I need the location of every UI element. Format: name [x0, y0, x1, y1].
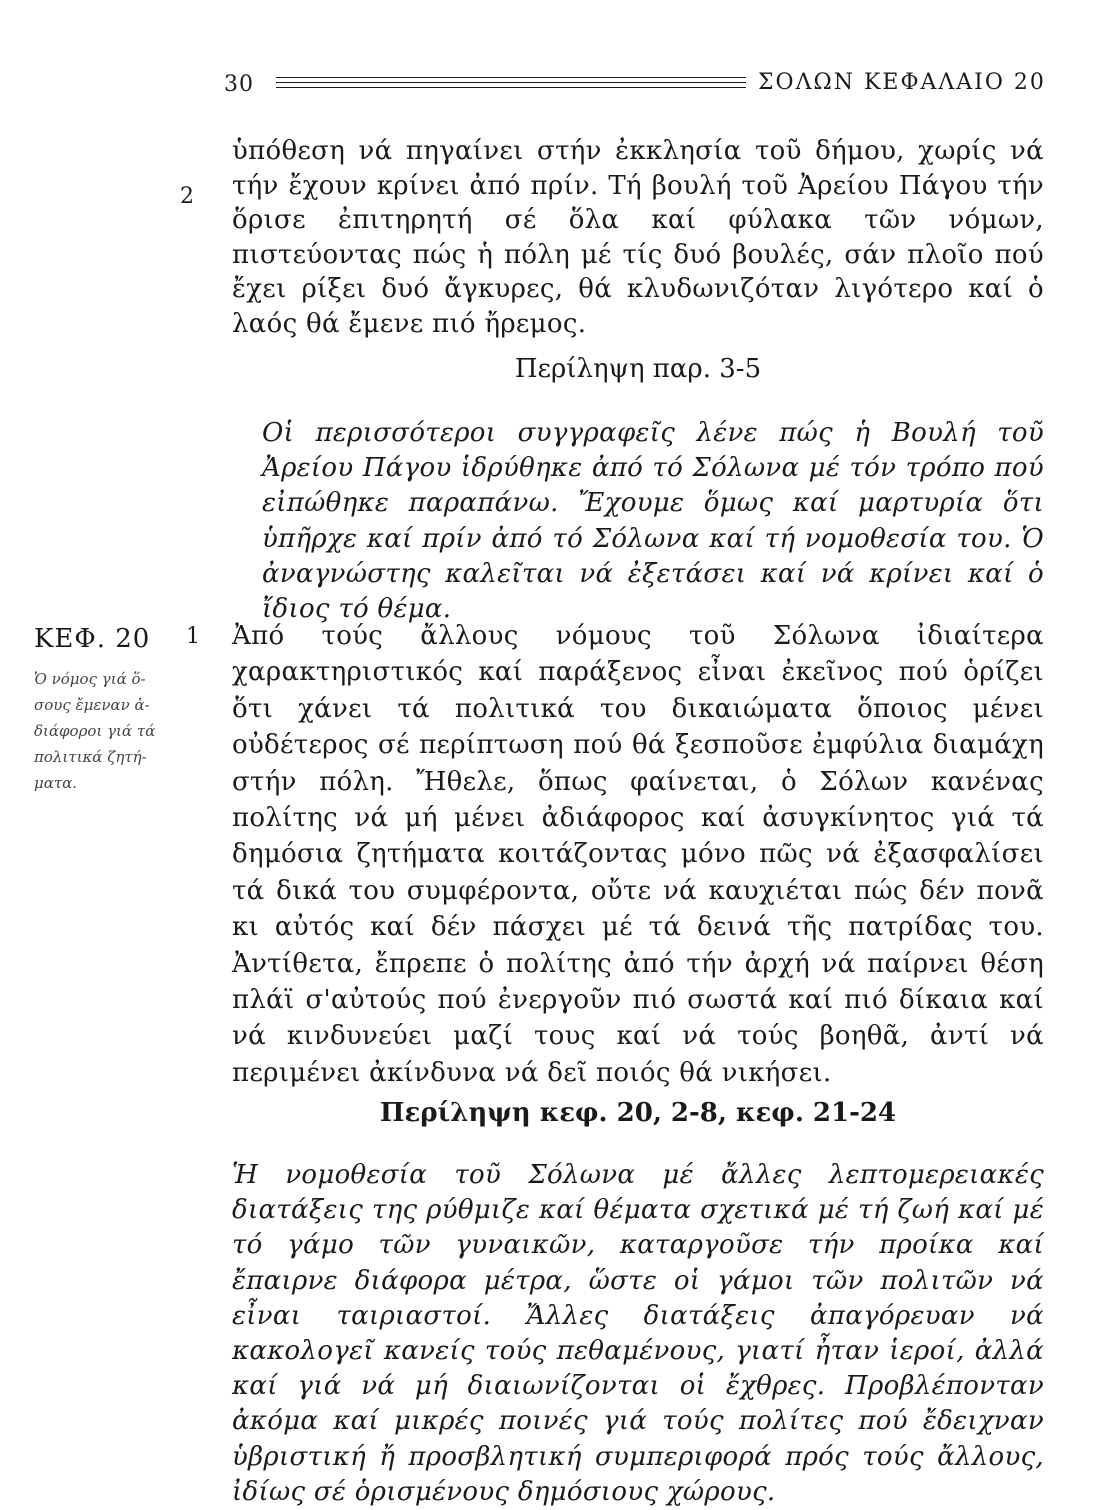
page-header [224, 66, 1046, 100]
chapter-margin-note: Ὁ νόμος γιά ὅ-σους ἔμεναν ἀ-διάφοροι γιά τά πολιτικά ζητή-ματα. [34, 670, 156, 792]
running-title: ΣΟΛΩΝ ΚΕΦΑΛΑΙΟ 20 [758, 70, 1046, 95]
header-rule [276, 77, 746, 78]
body-paragraph-1: ὑπόθεση νά πηγαίνει στήν ἐκκλησία τοῦ δήμου, χωρίς νά τήν ἔχουν κρίνει ἀπό πρίν. Τή βουλή τοῦ Ἀρείου Πάγου τήν ὅρισε ἐπιτηρητή σέ ὅλα καί φύλακα τῶν νόμων, πιστεύοντας πώς ἡ πόλη μέ τίς δυό βουλές, σάν πλοῖο πού ἔχει ρίξει δυό ἄγκυρες, θά κλυδωνιζόταν λιγότερο καί ὁ λαός θά ἔμενε πιό ἤρεμος. [232, 136, 1044, 339]
summary-text-2: Ἡ νομοθεσία τοῦ Σόλωνα μέ ἄλλες λεπτομερειακές διατάξεις της ρύθμιζε καί θέματα σχετικά μέ τή ζωή καί μέ τό γάμο τῶν γυναικῶν, καταργοῦσε τήν προίκα καί ἔπαιρνε διάφορα μέτρα, ὥστε οἱ γάμοι τῶν πολιτῶν νά εἶναι ταιριαστοί. Ἄλλες διατάξεις ἀπαγόρευαν νά κακολογεῖ κανείς τούς πεθαμένους, γιατί ἦταν ἱεροί, ἀλλά καί γιά νά μή διαιωνίζονται οἱ ἔχθρες. Προβλέπονταν ἀκόμα καί μικρές ποινές γιά τούς πολίτες πού ἔδειχναν ὑβριστική ἤ προσβλητική συμπεριφορά πρός τούς ἄλλους, ἰδίως σέ ὁρισμένους δημόσιους χώρους. [232, 1160, 1044, 1507]
page-number: 30 [224, 72, 254, 97]
header-rule [276, 87, 746, 88]
summary-text-1: Οἱ περισσότεροι συγγραφεῖς λένε πώς ἡ Βουλή τοῦ Ἀρείου Πάγου ἱδρύθηκε ἀπό τό Σόλωνα μέ τόν τρόπο πού εἰπώθηκε παραπάνω. Ἔχουμε ὅμως καί μαρτυρία ὅτι ὑπῆρχε καί πρίν ἀπό τό Σόλωνα καί τή νομοθεσία του. Ὁ ἀναγνώστης καλεῖται νά ἐξετάσει καί νά κρίνει καί ὁ ἴδιος τό θέμα. [262, 418, 1044, 625]
summary-heading-1: Περίληψη παρ. 3-5 [514, 354, 762, 384]
paragraph-number-2: 2 [180, 184, 194, 209]
body-paragraph-2: Ἀπό τούς ἄλλους νόμους τοῦ Σόλωνα ἰδιαίτερα χαρακτηριστικός καί παράξενος εἶναι ἐκεῖνος πού ὁρίζει ὅτι χάνει τά πολιτικά του δικαιώματα ὅποιος μένει οὐδέτερος σέ περίπτωση πού θά ξεσποῦσε ἐμφύλια διαμάχη στήν πόλη. Ἤθελε, ὅπως φαίνεται, ὁ Σόλων κανένας πολίτης νά μή μένει ἀδιάφορος καί ἀσυγκίνητος γιά τά δημόσια ζητήματα κοιτάζοντας μόνο πῶς νά ἐξασφαλίσει τά δικά του συμφέροντα, οὔτε νά καυχιέται πώς δέν πονᾶ κι αὐτός καί δέν πάσχει μέ τά δεινά τῆς πατρίδας του. Ἀντίθετα, ἔπρεπε ὁ πολίτης ἀπό τήν ἀρχή νά παίρνει θέση πλάϊ σ'αὐτούς πού ἐνεργοῦν πιό σωστά καί πιό δίκαια καί νά κινδυνεύει μαζί τους καί νά τούς βοηθᾶ, ἀντί νά περιμένει ἀκίνδυνα νά δεῖ ποιός θά νικήσει. [232, 621, 1044, 1088]
summary-heading-2: Περίληψη κεφ. 20, 2-8, κεφ. 21-24 [379, 1098, 897, 1128]
chapter-label: ΚΕΦ. 20 [34, 624, 151, 654]
header-rule [276, 82, 746, 83]
paragraph-number-1: 1 [186, 624, 200, 649]
